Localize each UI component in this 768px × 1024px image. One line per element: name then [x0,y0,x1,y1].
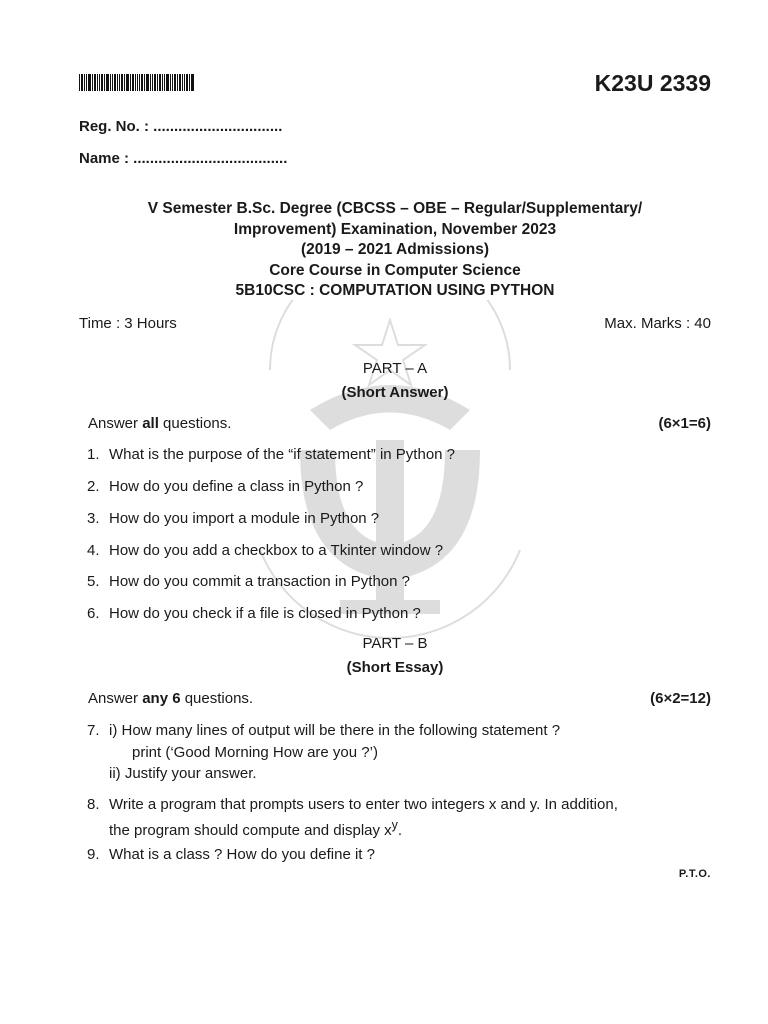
question-text: Write a program that prompts users to enter two integers x and y. In addition, [109,796,618,813]
instruction-text: questions. [158,415,232,432]
instruction-emphasis: any 6 [142,690,181,707]
part-a-subtitle: (Short Answer) [341,384,449,401]
pto-label: P.T.O. [678,868,711,880]
title-line-1: V Semester B.Sc. Degree (CBCSS – OBE – Regular/Supplementary/ [147,200,643,217]
question-text: How do you add a checkbox to a Tkinter window ? [109,542,444,559]
time-label: Time : 3 Hours [79,315,177,332]
instruction-text: Answer [88,690,143,707]
question-8 [87,794,618,840]
question-number: 7. [87,722,100,739]
question-7 [87,720,560,785]
code-statement: print (‘Good Morning How are you ?’) [132,743,378,761]
question-number: 9. [87,846,100,863]
question-9 [87,844,375,866]
sub-question-label: ii) [109,765,121,782]
question-5 [87,571,410,593]
question-text: How do you define a class in Python ? [109,478,364,495]
question-text: Justify your answer. [124,765,257,782]
instruction-text: questions. [180,690,254,707]
title-line-2: Improvement) Examination, November 2023 [233,220,557,238]
sub-question-label: i) [109,722,118,739]
part-b-subtitle: (Short Essay) [346,659,444,676]
question-2 [87,476,363,498]
name-field: Name : ..................................... [79,150,288,167]
question-number: 2. [87,478,100,495]
instruction-text: Answer [88,415,143,432]
question-text: How do you check if a file is closed in Python ? [109,605,421,622]
question-number: 5. [87,573,100,590]
question-text: How do you commit a transaction in Python ? [109,573,410,590]
superscript: y [391,817,398,832]
part-b-title: PART – B [362,635,428,652]
title-line-5: 5B10CSC : COMPUTATION USING PYTHON [235,282,555,299]
part-a-instruction [88,415,231,432]
title-line-3: (2019 – 2021 Admissions) [300,241,490,258]
question-6 [87,603,421,625]
question-text: What is a class ? How do you define it ? [109,846,375,863]
question-number: 1. [87,446,100,463]
question-4 [87,540,443,562]
paper-code: K23U 2339 [594,70,711,96]
part-a-marks: (6×1=6) [658,415,711,432]
title-line-4: Core Course in Computer Science [269,261,521,279]
exam-title-block [0,199,768,302]
question-number: 8. [87,796,100,813]
instruction-emphasis: all [142,415,159,432]
question-number: 4. [87,542,100,559]
question-3 [87,508,379,530]
part-a-title: PART – A [362,360,428,377]
question-number: 6. [87,605,100,622]
question-text: How many lines of output will be there in the following statement ? [121,722,561,739]
question-text: How do you import a module in Python ? [109,510,380,527]
question-text: the program should compute and display x [109,821,392,839]
question-text: . [397,821,403,839]
barcode [79,74,224,91]
reg-no-field: Reg. No. : ............................... [79,118,283,135]
question-text: What is the purpose of the “if statement” in Python ? [109,446,456,463]
max-marks-label: Max. Marks : 40 [604,315,711,332]
part-b-instruction [88,690,253,707]
part-b-marks: (6×2=12) [650,690,711,707]
question-number: 3. [87,510,100,527]
question-1 [87,444,455,466]
